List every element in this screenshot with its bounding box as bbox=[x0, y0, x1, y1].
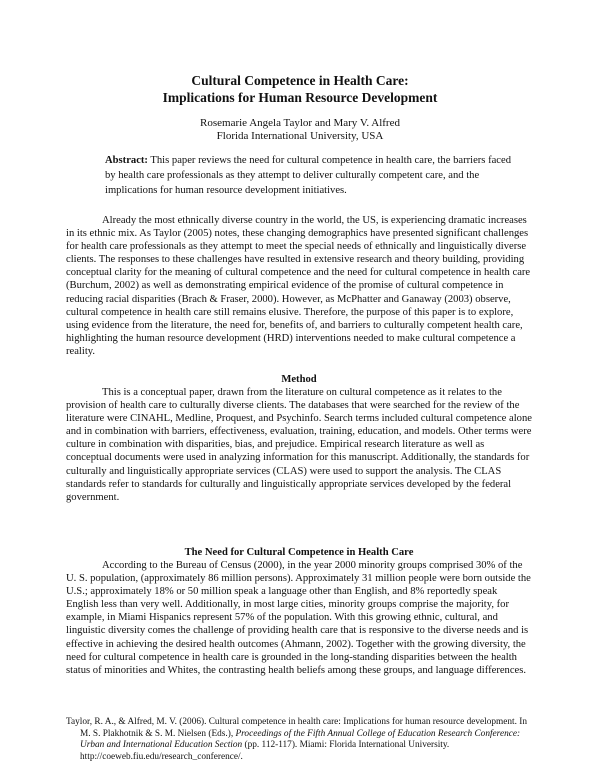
author-affiliation: Florida International University, USA bbox=[216, 130, 384, 142]
method-paragraph: This is a conceptual paper, drawn from the literature on cultural competence as it relates to the provision of health care to culturally diverse clients. The databases that were searched for the review of the literature were CINAHL, Medline, Proquest, and Psychinfo. Search terms included cultural competence alone and in combination with barriers, effectiveness, evaluation, training, education, and models. Other terms were culture in combination with disparities, bias, and prejudice. Empirical research literature as well as conceptual documents were used in analyzing information for this manuscript. Additionally, the standards for culturally and linguistically appropriate services (CLAS) were used to support the analysis. The CLAS standards refer to standards for culturally and linguistically appropriate services developed by the federal government. bbox=[66, 387, 532, 503]
intro-paragraph: Already the most ethnically diverse country in the world, the US, is experiencing dramatic increases in its ethnic mix. As Taylor (2005) notes, these changing demographics have presented significant challenges for health care professionals as they attempt to meet the special needs of ethnically and linguistically diverse clients. The responses to these challenges have resulted in extensive research and theory building, providing conceptual clarity for the meaning of cultural competence and the need for cultural competence in health care (Burchum, 2002) as well as demonstrating empirical evidence of the promise of cultural competence in reducing racial disparities (Brach & Fraser, 2000). However, as McPhatter and Ganaway (2003) observe, cultural competence in health care still remains elusive. Therefore, the purpose of this paper is to explore, using evidence from the literature, the need for, benefits of, and barriers to culturally competent health care, highlighting the human resource development (HRD) interventions needed to make cultural competence a reality. bbox=[66, 215, 531, 357]
abstract bbox=[105, 153, 523, 198]
citation-part-1: Taylor, R. A., & Alfred, M. V. (2006). Cultural competence in health care: Implications for human resource development. In M. S. Plakhotnik & S. M. Nielsen (Eds.), bbox=[66, 717, 528, 739]
citation-part-2: (pp. 112-117). Miami: Florida International University. http://coeweb.fiu.edu/research_conference/. bbox=[80, 740, 450, 762]
need-heading: The Need for Cultural Competence in Health Care bbox=[184, 547, 414, 558]
method-heading: Method bbox=[281, 374, 317, 385]
author-names: Rosemarie Angela Taylor and Mary V. Alfred bbox=[200, 117, 400, 129]
paper-title-line-2: Implications for Human Resource Development bbox=[162, 90, 438, 105]
citation-proceedings-title: Proceedings of the Fifth Annual College of Education Research Conference: Urban and International Education Section bbox=[80, 728, 521, 751]
citation-footnote bbox=[66, 717, 536, 763]
need-paragraph: According to the Bureau of Census (2000), in the year 2000 minority groups comprised 30% of the U. S. population, (approximately 86 million persons). Approximately 31 million people were born outside the U.S.; approximately 18% or 50 million speak a language other than English, and 8% reportedly speak English less than very well. Additionally, in most large cities, minority groups comprise the majority, for example, in Miami Hispanics represent 57% of the population. With this growing ethnic, cultural, and linguistic diversity comes the challenge of providing health care that is responsive to the diverse needs and is effective in achieving the desired health outcomes (Ahmann, 2002). Together with the growing diversity, the need for cultural competence in health care is grounded in the long-standing disparities between the health status of minorities and Whites, the contrasting health beliefs among these groups, and language differences. bbox=[66, 560, 531, 676]
paper-title-line-1: Cultural Competence in Health Care: bbox=[191, 73, 409, 88]
abstract-text: This paper reviews the need for cultural competence in health care, the barriers faced by health care professionals as they attempt to deliver culturally competent care, and the implications for human resource development initiatives. bbox=[105, 155, 512, 196]
abstract-label: Abstract: bbox=[105, 155, 148, 166]
